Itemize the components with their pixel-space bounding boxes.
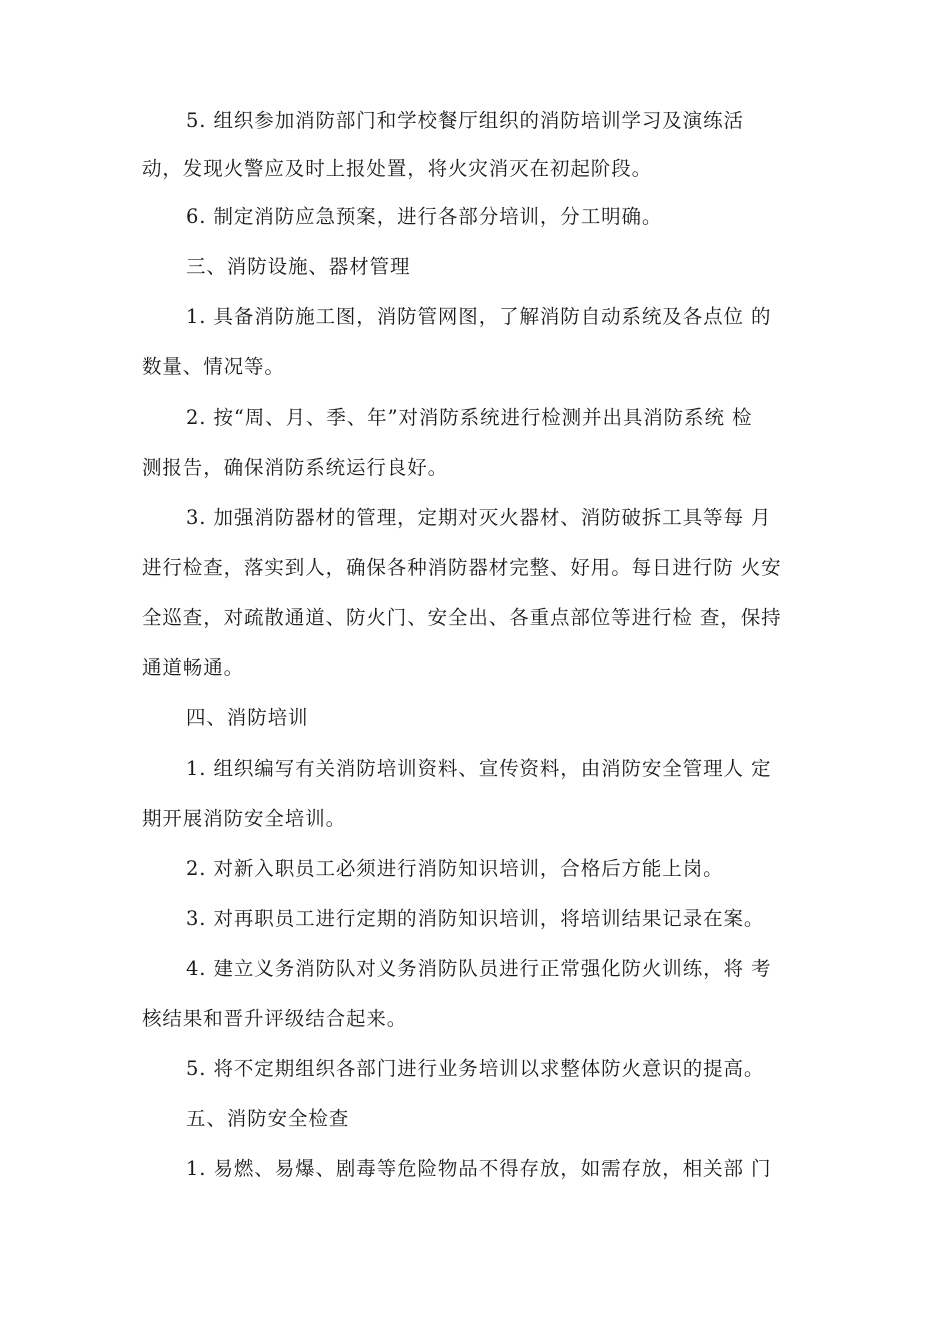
paragraph-line: 1. 具备消防施工图，消防管网图，了解消防自动系统及各点位 的 [186, 305, 772, 328]
paragraph-line: 进行检查，落实到人，确保各种消防器材完整、好用。每日进行防 火安 [142, 556, 782, 579]
paragraph-line: 核结果和晋升评级结合起来。 [142, 1007, 408, 1030]
paragraph-line: 5. 组织参加消防部门和学校餐厅组织的消防培训学习及演练活 [186, 109, 744, 132]
paragraph-line: 2. 对新入职员工必须进行消防知识培训，合格后方能上岗。 [186, 857, 724, 880]
paragraph-line: 2. 按“周、月、季、年”对消防系统进行检测并出具消防系统 检 [186, 406, 753, 429]
section-heading: 三、消防设施、器材管理 [186, 255, 411, 278]
paragraph-line: 3. 对再职员工进行定期的消防知识培训，将培训结果记录在案。 [186, 907, 765, 930]
paragraph-line: 5. 将不定期组织各部门进行业务培训以求整体防火意识的提高。 [186, 1057, 765, 1080]
paragraph-line: 3. 加强消防器材的管理，定期对灭火器材、消防破拆工具等每 月 [186, 506, 772, 529]
paragraph-line: 4. 建立义务消防队对义务消防队员进行正常强化防火训练，将 考 [186, 957, 772, 980]
paragraph-line: 测报告，确保消防系统运行良好。 [142, 456, 449, 479]
section-heading: 五、消防安全检查 [186, 1107, 350, 1130]
paragraph-line: 1. 易燃、易爆、剧毒等危险物品不得存放，如需存放，相关部 门 [186, 1157, 772, 1180]
paragraph-line: 通道畅通。 [142, 656, 245, 679]
paragraph-line: 动，发现火警应及时上报处置，将火灾消灭在初起阶段。 [142, 157, 653, 180]
paragraph-line: 1. 组织编写有关消防培训资料、宣传资料，由消防安全管理人 定 [186, 757, 772, 780]
paragraph-line: 全巡查，对疏散通道、防火门、安全出、各重点部位等进行检 查，保持 [142, 606, 782, 629]
paragraph-line: 6. 制定消防应急预案，进行各部分培训，分工明确。 [186, 205, 663, 228]
section-heading: 四、消防培训 [186, 706, 309, 729]
paragraph-line: 期开展消防安全培训。 [142, 807, 347, 830]
paragraph-line: 数量、情况等。 [142, 355, 285, 378]
